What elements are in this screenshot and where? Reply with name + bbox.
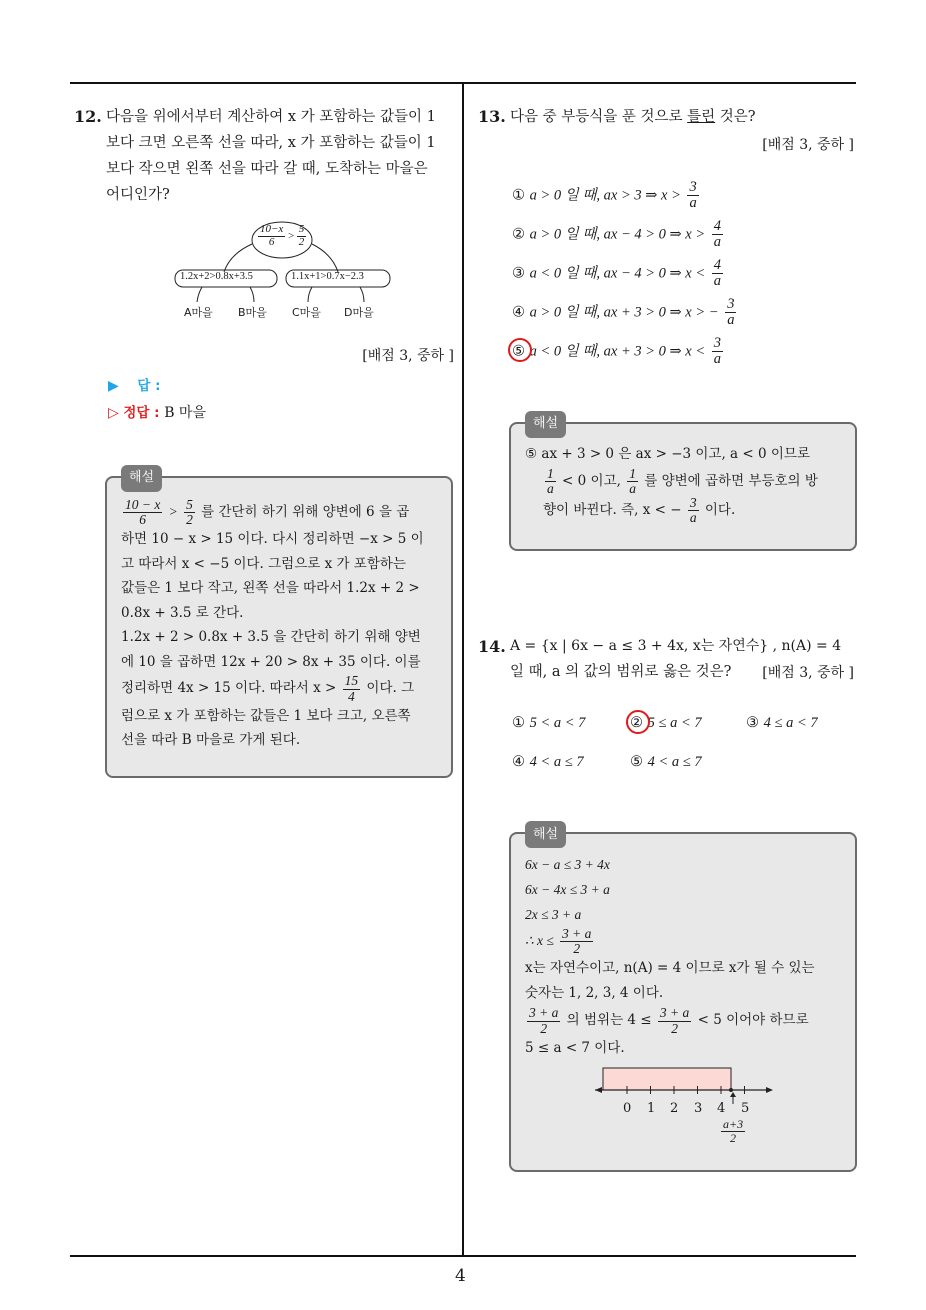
q13-score: [배점 3, 중하 ] — [762, 137, 854, 153]
q13-solution-box — [509, 416, 857, 551]
sol-line: 2x ≤ 3 + a — [525, 907, 582, 922]
sol-line: 5 ≤ a < 7 이다. — [525, 1039, 625, 1056]
q12-line: 어디인가? — [106, 187, 170, 203]
sol-line: $\frac{3 + a}{2}$ 의 범위는 4 ≤ $\frac{3 + a}{2}$ < 5 이어야 하므로 — [529, 1005, 809, 1036]
tick-label: 2 — [670, 1101, 679, 1116]
bottom-rule — [70, 1255, 856, 1257]
sol-line: 6x − 4x ≤ 3 + a — [525, 882, 610, 897]
q14-answer-mark — [626, 710, 650, 734]
sol-line: 에 10 을 곱하면 12x + 20 > 8x + 35 이다. 이를 — [121, 653, 421, 670]
q12-diagram — [172, 214, 392, 324]
sol-line: ⑤ ax + 3 > 0 은 ax > −3 이고, a < 0 이므로 — [525, 446, 811, 462]
village-a: A마을 — [184, 306, 213, 319]
q14-score: [배점 3, 중하 ] — [762, 665, 854, 681]
q12-line: 보다 크면 오른쪽 선을 따라, x 가 포함하는 값들이 1 — [106, 135, 436, 151]
q13-number: 13. — [478, 107, 506, 126]
correct-label: 정답 : — [123, 405, 160, 421]
village-d: D마을 — [344, 306, 374, 319]
tick-label: 5 — [741, 1101, 750, 1116]
sol-line: 하면 10 − x > 15 이다. 다시 정리하면 −x > 5 이 — [121, 531, 424, 548]
q13-option-1[interactable]: ① a > 0 일 때, ax > 3 ⇒ x > $\frac{3}{a}$ — [512, 179, 697, 212]
sol-line: 정리하면 4x > 15 이다. 따라서 x > $\frac{15}{4}$ 이다. 그 — [121, 673, 415, 704]
q14-option-4[interactable]: ④ 4 < a ≤ 7 — [512, 754, 584, 770]
solution-tag: 해설 — [525, 411, 566, 438]
q13-option-2[interactable]: ② a > 0 일 때, ax − 4 > 0 ⇒ x > $\frac{4}{a}$ — [512, 218, 722, 251]
tick-label: 0 — [623, 1101, 632, 1116]
number-line-shade — [603, 1068, 731, 1090]
solution-tag: 해설 — [121, 465, 162, 492]
sol-line: x는 자연수이고, n(A) = 4 이므로 x가 될 수 있는 — [525, 960, 815, 977]
sol-line: 0.8x + 3.5 로 간다. — [121, 604, 244, 621]
column-divider — [462, 83, 464, 1256]
q13-question: 다음 중 부등식을 푼 것으로 틀린 것은? — [510, 109, 756, 125]
q12-score: [배점 3, 중하 ] — [362, 348, 454, 364]
q13-option-5[interactable]: ⑤ a < 0 일 때, ax + 3 > 0 ⇒ x < $\frac{3}{a}$ — [512, 335, 722, 368]
sol-line: 숫자는 1, 2, 3, 4 이다. — [525, 985, 664, 1002]
correct-value: B 마을 — [164, 405, 206, 421]
q13-option-3[interactable]: ③ a < 0 일 때, ax − 4 > 0 ⇒ x < $\frac{4}{a}$ — [512, 257, 722, 290]
q14-option-3[interactable]: ③ 4 ≤ a < 7 — [746, 715, 818, 731]
village-b: B마을 — [238, 306, 267, 319]
q14-line1: A = {x | 6x − a ≤ 3 + 4x, x는 자연수} , n(A) = 4 — [510, 638, 842, 654]
right-inequality: 1.1x+1>0.7x−2.3 — [291, 271, 364, 282]
q12-answer-row — [108, 374, 161, 394]
q14-option-5[interactable]: ⑤ 4 < a ≤ 7 — [630, 754, 702, 770]
q12-line: 보다 작으면 왼쪽 선을 따라 갈 때, 도착하는 마을은 — [106, 161, 428, 177]
q13-answer-mark — [508, 338, 532, 362]
sol-line: ∴ x ≤ $\frac{3 + a}{2}$ — [525, 926, 592, 957]
play-icon: ▶ — [108, 378, 119, 394]
q12-correct-row — [108, 401, 206, 422]
sol-line: 향이 바뀐다. 즉, x < − $\frac{3}{a}$ 이다. — [543, 494, 736, 526]
sol-line: 선을 따라 B 마을로 가게 된다. — [121, 732, 301, 749]
q14-number: 14. — [478, 637, 506, 656]
q14-line2: 일 때, a 의 값의 범위로 옳은 것은? — [510, 664, 732, 680]
tick-label: 1 — [647, 1101, 656, 1116]
number-line-pointer-label: $\frac{a+3}{2}$ — [723, 1117, 744, 1145]
answer-label: 답 : — [137, 378, 161, 394]
q13-option-4[interactable]: ④ a > 0 일 때, ax + 3 > 0 ⇒ x > − $\frac{3}{a}$ — [512, 296, 735, 329]
sol-line: 값들은 1 보다 작고, 왼쪽 선을 따라서 1.2x + 2 > — [121, 580, 420, 597]
q12-question — [106, 104, 456, 208]
q14-option-2[interactable]: ② 5 ≤ a < 7 — [630, 715, 702, 731]
solution-tag: 해설 — [525, 821, 566, 848]
sol-line: 1.2x + 2 > 0.8x + 3.5 을 간단히 하기 위해 양변 — [121, 629, 421, 646]
sol-line: $\frac{1}{a}$ < 0 이고, $\frac{1}{a}$ 를 양변에 곱하면 부등호의 방 — [547, 465, 818, 496]
q14-option-1[interactable]: ① 5 < a < 7 — [512, 715, 586, 731]
q12-number: 12. — [74, 107, 102, 126]
top-inequality: $\frac{10-x}{6}$ > $\frac{5}{2}$ — [260, 223, 305, 248]
number-line-labels — [595, 1096, 795, 1116]
village-c: C마을 — [292, 306, 321, 319]
sol-line: 고 따라서 x < −5 이다. 그럼으로 x 가 포함하는 — [121, 555, 406, 572]
left-inequality: 1.2x+2>0.8x+3.5 — [180, 271, 253, 282]
tick-label: 3 — [694, 1101, 703, 1116]
outline-play-icon: ▷ — [108, 405, 119, 421]
sol-line: 6x − a ≤ 3 + 4x — [525, 857, 610, 872]
q14-solution-box — [509, 827, 857, 1172]
page-number: 4 — [455, 1266, 466, 1286]
tick-label: 4 — [717, 1101, 726, 1116]
q12-line: 다음을 위에서부터 계산하여 x 가 포함하는 값들이 1 — [106, 109, 436, 125]
sol-line: 럼으로 x 가 포함하는 값들은 1 보다 크고, 오른쪽 — [121, 707, 411, 724]
sol-line: $\frac{10 - x}{6}$ > $\frac{5}{2}$ 를 간단히 하기 위해 양변에 6 을 곱 — [125, 497, 410, 528]
q12-solution-box — [105, 470, 453, 778]
